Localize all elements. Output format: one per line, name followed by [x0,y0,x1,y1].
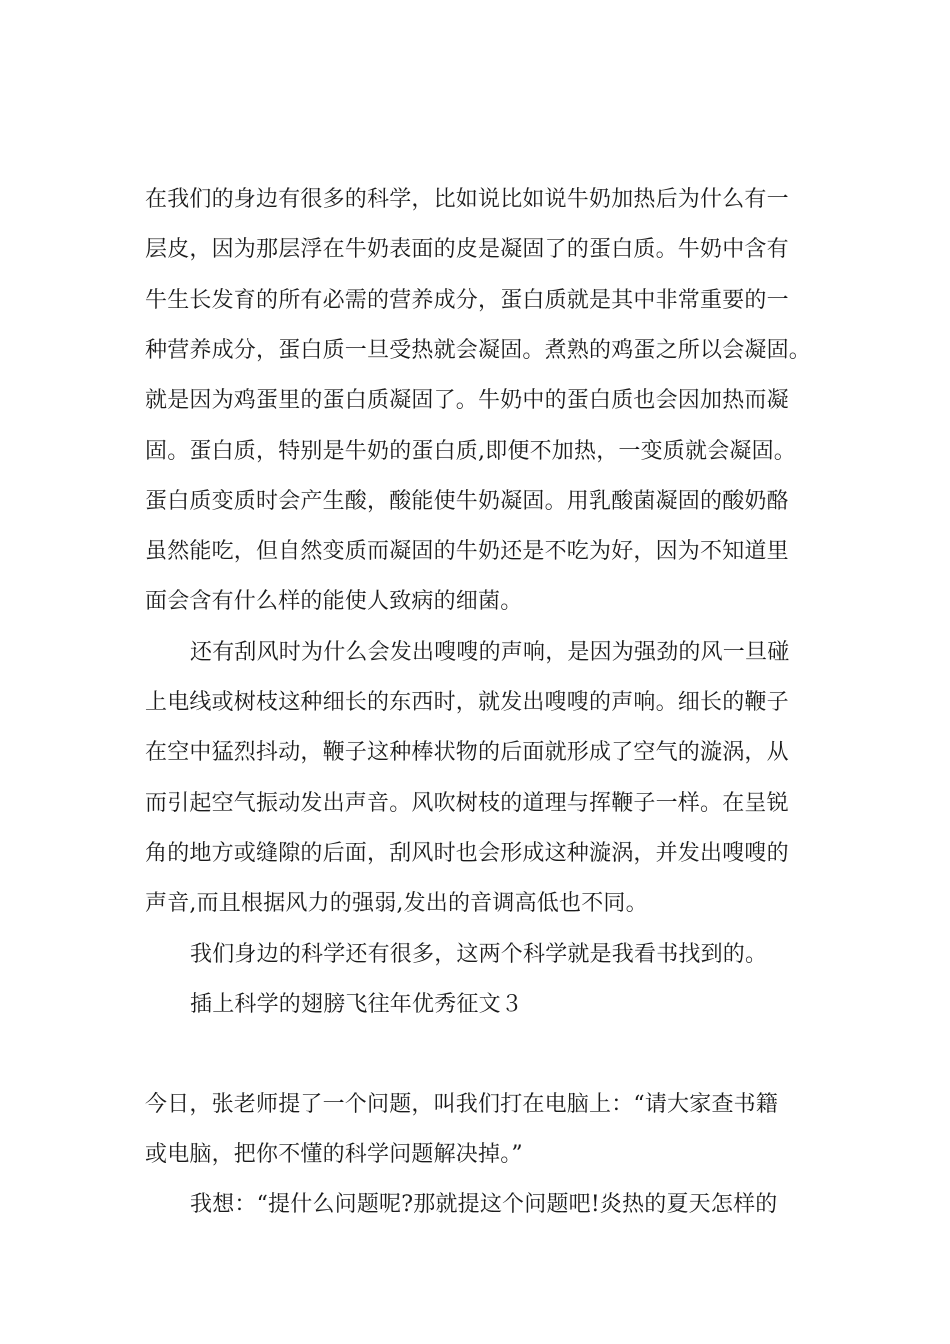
text-line: 今日，张老师提了一个问题，叫我们打在电脑上：“请大家查书籍 [145,1092,779,1117]
text-line: 我想：“提什么问题呢?那就提这个问题吧!炎热的夏天怎样的 [190,1192,778,1217]
text-line: 还有刮风时为什么会发出嗖嗖的声响，是因为强劲的风一旦碰 [190,640,790,665]
text-line: 种营养成分，蛋白质一旦受热就会凝固。煮熟的鸡蛋之所以会凝固。 [145,338,812,363]
text-line: 面会含有什么样的能使人致病的细菌。 [145,589,523,614]
text-line: 层皮，因为那层浮在牛奶表面的皮是凝固了的蛋白质。牛奶中含有 [145,237,789,262]
text-line: 角的地方或缝隙的后面，刮风时也会形成这种漩涡，并发出嗖嗖的 [145,841,789,866]
text-line: 或电脑，把你不懂的科学问题解决掉。” [145,1142,523,1167]
text-line: 牛生长发育的所有必需的营养成分，蛋白质就是其中非常重要的一 [145,288,789,313]
text-line: 在我们的身边有很多的科学，比如说比如说牛奶加热后为什么有一 [145,187,789,212]
text-line: 固。蛋白质，特别是牛奶的蛋白质,即便不加热，一变质就会凝固。 [145,439,796,464]
heading-line: 插上科学的翅膀飞往年优秀征文３ [190,992,524,1017]
text-line: 就是因为鸡蛋里的蛋白质凝固了。牛奶中的蛋白质也会因加热而凝 [145,388,789,413]
text-line: 我们身边的科学还有很多，这两个科学就是我看书找到的。 [190,942,768,967]
text-line: 声音,而且根据风力的强弱,发出的音调高低也不同。 [145,891,648,916]
text-line: 在空中猛烈抖动，鞭子这种棒状物的后面就形成了空气的漩涡，从 [145,740,789,765]
text-line: 虽然能吃，但自然变质而凝固的牛奶还是不吃为好，因为不知道里 [145,539,789,564]
text-line: 蛋白质变质时会产生酸，酸能使牛奶凝固。用乳酸菌凝固的酸奶酪 [145,489,789,514]
text-line: 而引起空气振动发出声音。风吹树枝的道理与挥鞭子一样。在呈锐 [145,791,789,816]
text-line: 上电线或树枝这种细长的东西时，就发出嗖嗖的声响。细长的鞭子 [145,690,789,715]
